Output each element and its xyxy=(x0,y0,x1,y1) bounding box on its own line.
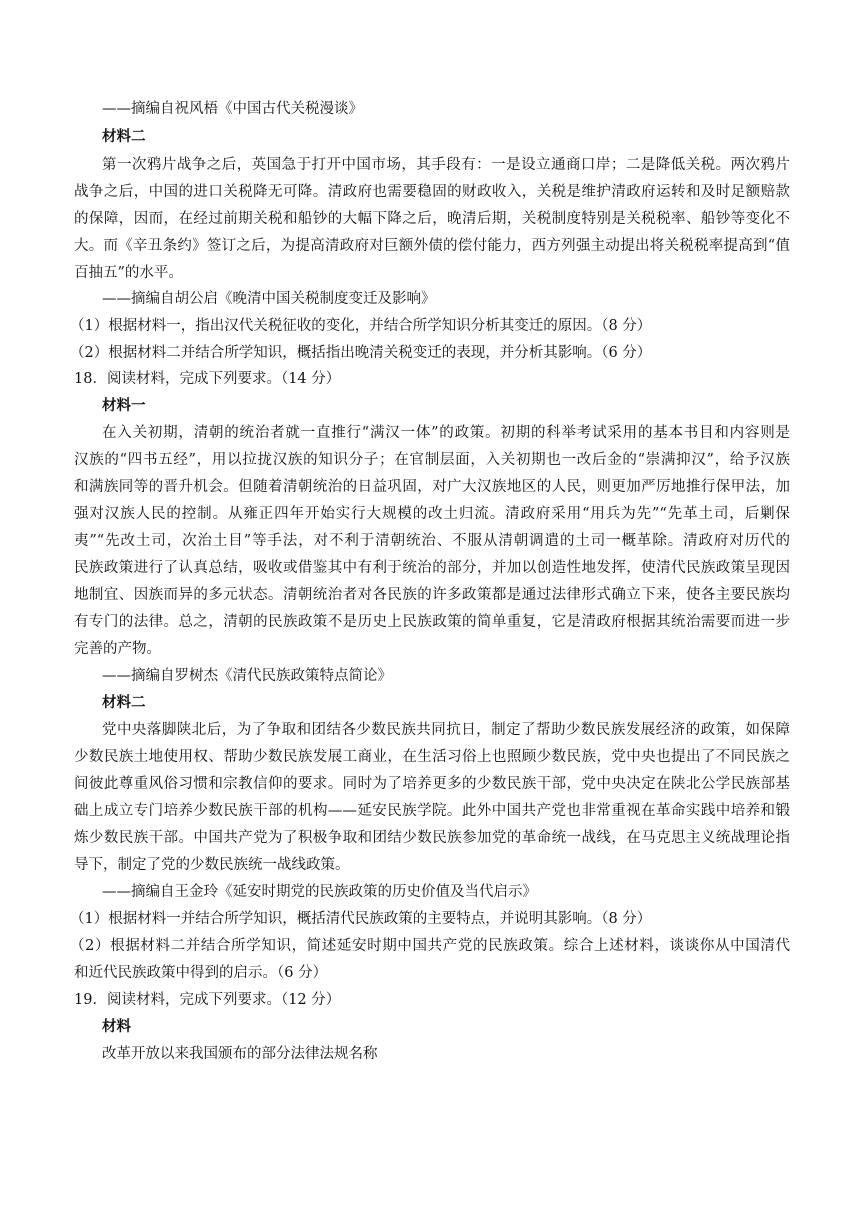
paragraph-line: 地制宜、因族而异的多元状态。清朝统治者对各民族的许多政策都是通过法律形式确立下来，使各主要民族均 xyxy=(74,587,790,603)
material-heading: 材料一 xyxy=(102,397,146,414)
paragraph-line: 有专门的法律。总之，清朝的民族政策不是历史上民族政策的简单重复，它是清政府根据其统治需要而进一步 xyxy=(74,614,790,630)
paragraph-line: 强对汉族人民的控制。从雍正四年开始实行大规模的改土归流。清政府采用“用兵为先”“先革土司，后剿保 xyxy=(74,506,791,522)
question-item: （2）根据材料二并结合所学知识，简述延安时期中国共产党的民族政策。综合上述材料，谈谈你从中国清代 xyxy=(70,938,790,954)
material-heading: 材料二 xyxy=(102,694,146,711)
question-item-continued: 和近代民族政策中得到的启示。（6 分） xyxy=(74,965,328,981)
question-title: 18．阅读材料，完成下列要求。（14 分） xyxy=(74,371,341,387)
source-citation: ——摘编自胡公启《晚清中国关税制度变迁及影响》 xyxy=(102,291,436,307)
paragraph-line: 导下，制定了党的少数民族统一战线政策。 xyxy=(74,857,350,873)
question-item: （2）根据材料二并结合所学知识，概括指出晚清关税变迁的表现，并分析其影响。（6 分） xyxy=(70,345,652,361)
paragraph-line: 炼少数民族干部。中国共产党为了积极争取和团结少数民族参加党的革命统一战线，在马克思主义统战理论指 xyxy=(74,830,790,846)
paragraph-line: 大。而《辛丑条约》签订之后，为提高清政府对巨额外债的偿付能力，西方列强主动提出将关税税率提高到“值 xyxy=(74,238,790,254)
paragraph-line: 在入关初期，清朝的统治者就一直推行“满汉一体”的政策。初期的科举考试采用的基本书目和内容则是 xyxy=(102,425,790,441)
question-item: （1）根据材料一并结合所学知识，概括清代民族政策的主要特点，并说明其影响。（8 分） xyxy=(70,911,652,927)
paragraph-line: 民族政策进行了认真总结，吸收或借鉴其中有利于统治的部分，并加以创造性地发挥，使清代民族政策呈现因 xyxy=(74,560,790,576)
paragraph-line: 础上成立专门培养少数民族干部的机构——延安民族学院。此外中国共产党也非常重视在革命实践中培养和锻 xyxy=(74,803,790,819)
paragraph-line: 党中央落脚陕北后，为了争取和团结各少数民族共同抗日，制定了帮助少数民族发展经济的政策，如保障 xyxy=(102,722,790,738)
paragraph-line: 间彼此尊重风俗习惯和宗教信仰的要求。同时为了培养更多的少数民族干部，党中央决定在陕北公学民族部基 xyxy=(74,776,790,792)
paragraph-line: 和满族同等的晋升机会。但随着清朝统治的日益巩固，对广大汉族地区的人民，则更加严厉地推行保甲法，加 xyxy=(74,479,790,495)
source-citation: ——摘编自王金玲《延安时期党的民族政策的历史价值及当代启示》 xyxy=(102,884,537,900)
paragraph-line: 第一次鸦片战争之后，英国急于打开中国市场，其手段有：一是设立通商口岸；二是降低关税。两次鸦片 xyxy=(102,157,790,173)
source-citation: ——摘编自罗树杰《清代民族政策特点简论》 xyxy=(102,668,392,684)
paragraph-line: 战争之后，中国的进口关税降无可降。清政府也需要稳固的财政收入，关税是维护清政府运转和及时足额赔款 xyxy=(74,184,790,200)
question-item: （1）根据材料一，指出汉代关税征收的变化，并结合所学知识分析其变迁的原因。（8 分） xyxy=(70,318,652,334)
question-title: 19．阅读材料，完成下列要求。（12 分） xyxy=(74,992,341,1008)
paragraph-line: 汉族的“四书五经”，用以拉拢汉族的知识分子；在官制层面，入关初期也一改后金的“崇满抑汉”，给予汉族 xyxy=(74,452,790,468)
paragraph-line: 夷”“先改土司，次治土目”等手法，对不利于清朝统治、不服从清朝调遣的土司一概革除。清政府对历代的 xyxy=(74,533,790,549)
material-heading: 材料 xyxy=(102,1018,131,1035)
source-citation: ——摘编自祝风梧《中国古代关税漫谈》 xyxy=(102,101,363,117)
paragraph-line: 完善的产物。 xyxy=(74,641,161,657)
paragraph-line: 少数民族土地使用权、帮助少数民族发展工商业，在生活习俗上也照顾少数民族，党中央也提出了不同民族之 xyxy=(74,749,790,765)
paragraph-line: 百抽五”的水平。 xyxy=(74,265,183,281)
paragraph-line: 的保障，因而，在经过前期关税和船钞的大幅下降之后，晚清后期，关税制度特别是关税税率、船钞等变化不 xyxy=(74,211,790,227)
material-caption: 改革开放以来我国颁布的部分法律法规名称 xyxy=(102,1046,378,1062)
material-heading: 材料二 xyxy=(102,128,146,145)
